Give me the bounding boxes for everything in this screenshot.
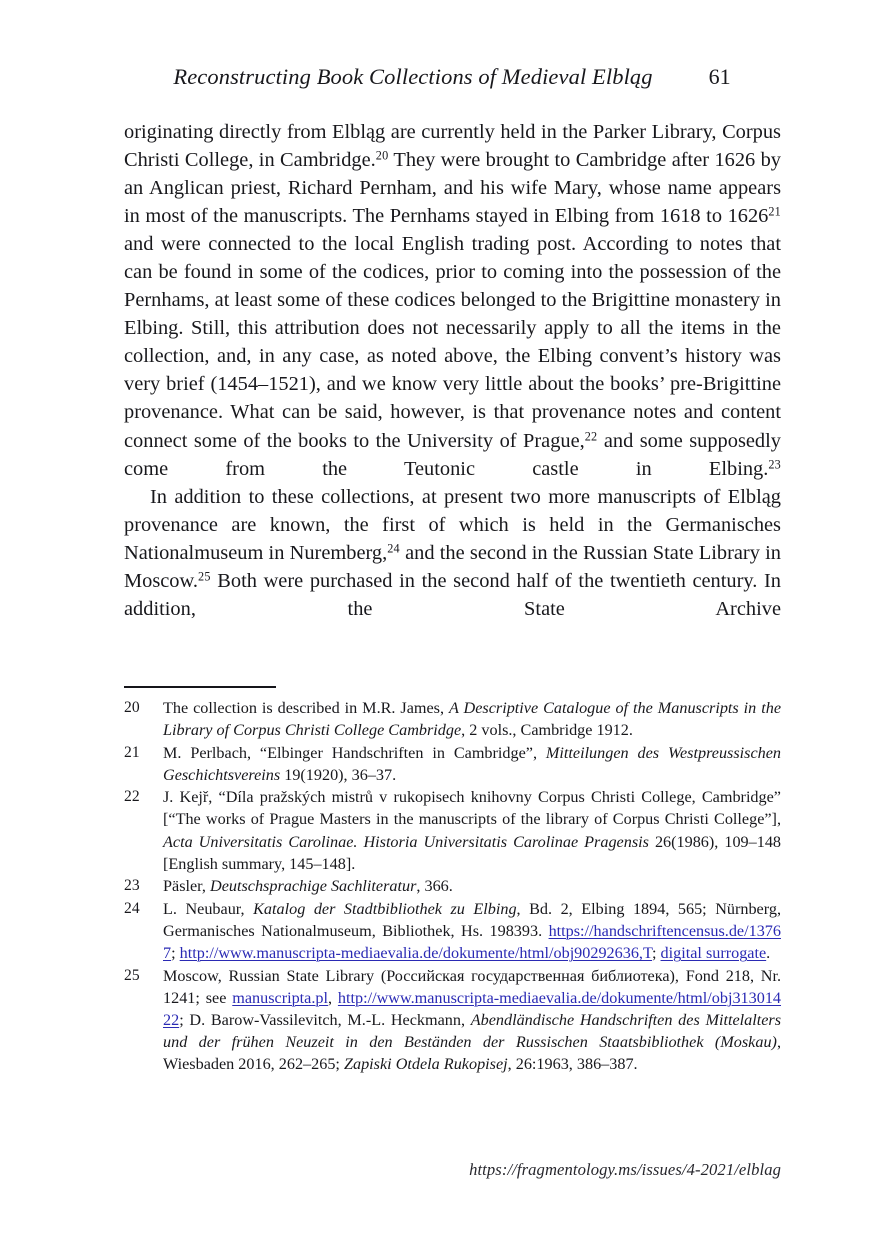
footnote-ref-25[interactable]: 25 [198,569,211,584]
footnote-text-run: ; [171,944,180,963]
footnote-text-run: , Wiesbaden 2016, 262–265; [163,1032,781,1073]
footnote-number: 25 [124,966,140,984]
par2-segment-3: Both were purchased in the second half of the twentieth century. In addition, the State Archive [124,569,781,620]
footnote-text-run: , 2 vols., Cambridge 1912. [461,721,633,740]
par1-segment-4: and some supposedly come from the Teutonic castle in Elbing. [124,429,781,480]
footnote-text [163,697,781,741]
footnote-ref-23[interactable]: 23 [768,457,781,472]
footnote-number: 24 [124,899,140,917]
footnote-ref-24[interactable]: 24 [387,541,400,556]
footnote-text-run: , Bd. 2, Elbing 1894, 565; Nürnberg, Germanisches Nationalmuseum, Bibliothek, Hs. 198393. [163,899,781,940]
footnote-text-run: , 366. [416,877,453,896]
footnote-text-run: , 26:1963, 386–387. [507,1055,638,1073]
footnote-text-run: L. Neubaur, [163,899,254,918]
footnote-title-italic: Acta Universitatis Carolinae. Historia Universitatis Carolinae Pragensis [163,832,649,851]
footnote-link[interactable]: digital surrogate [660,944,767,963]
page-number: 61 [708,64,731,89]
footnote-title-italic: Deutschsprachige Sachliteratur [210,877,417,896]
footer-url[interactable]: https://fragmentology.ms/issues/4-2021/elblag [469,1160,781,1179]
footnote-text-run: M. Perlbach, “Elbinger Handschriften in Cambridge”, [163,743,546,762]
footnote-number: 21 [124,743,140,761]
footnote-entry [124,965,781,1075]
footnotes-block [124,697,781,1076]
running-header-title: Reconstructing Book Collections of Medieval Elbląg [173,64,653,89]
footnote-text-run: Moscow, Russian State Library (Российская государственная библиотека), Fond 218, Nr. 1241; see [163,966,781,1007]
footnote-entry [124,875,781,897]
footnote-text-run: . [766,944,771,963]
footnote-text-run: The collection is described in M.R. James, [163,699,449,717]
footnote-entry [124,697,781,741]
footnote-title-italic: Zapiski Otdela Rukopisej [343,1055,508,1073]
footnote-link[interactable]: https://handschriftencensus.de/13767 [163,921,781,963]
footnote-ref-20[interactable]: 20 [375,148,389,163]
footnote-text-run: 19(1920), 36–37. [280,765,397,784]
footnote-text [163,875,781,897]
footnote-ref-22[interactable]: 22 [584,429,598,444]
footnote-text-run: , [328,988,338,1007]
footnote-entry [124,742,781,786]
footnote-entry [124,786,781,874]
footnote-number: 23 [124,877,140,895]
body-paragraph-2 [124,483,781,623]
footnote-title-italic: A Descriptive Catalogue of the Manuscripts in the Library of Corpus Christi College Cambridge [163,699,781,740]
body-text-block [124,118,781,623]
body-paragraph-1 [124,118,781,483]
footnote-number: 22 [124,788,140,806]
footnote-link[interactable]: http://www.manuscripta-mediaevalia.de/dokumente/html/obj90292636,T [179,944,652,963]
footnote-entry [124,898,781,964]
par1-segment-2: They were brought to Cambridge after 1626 by an Anglican priest, Richard Pernham, and his wife Mary, whose name appears in most of the manuscripts. The Pernhams stayed in Elbing from 1618 to 1626 [124,149,781,228]
par1-segment-1: originating directly from Elbląg are currently held in the Parker Library, Corpus Christi College, in Cambridge. [124,121,781,172]
footnote-text [163,742,781,786]
par2-segment-1: In addition to these collections, at present two more manuscripts of Elbląg provenance are known, the first of which is held in the Germanisches Nationalmuseum in Nuremberg, [124,485,781,564]
footnote-separator-rule [124,686,276,688]
footnote-text-run: Päsler, [163,877,211,896]
footnote-text-run: 26(1986), 109–148 [English summary, 145–148]. [163,832,782,873]
par1-segment-3: and were connected to the local English trading post. According to notes that can be found in some of the codices, prior to coming into the possession of the Pernhams, at least some of these codices belonged to the Brigittine monastery in Elbing. Still, this attribution does not necessarily apply to all the items in the collection, and, in any case, as noted above, the Elbing convent’s history was very brief (1454–1521), and we know very little about the books’ pre-Brigittine provenance. What can be said, however, is that provenance notes and content connect some of the books to the University of Prague, [124,233,781,452]
running-header [124,64,780,96]
footnote-text [163,898,781,964]
footnote-text-run: ; D. Barow-Vassilevitch, M.-L. Heckmann, [179,1010,471,1029]
footnote-text [163,965,781,1075]
footnote-text [163,786,781,874]
footnote-title-italic: Abendländische Handschriften des Mittelalters und der frühen Neuzeit in den Beständen der Russischen Staatsbibliothek (Moskau) [163,1010,781,1051]
footnote-text-run: J. Kejř, “Díla pražských mistrů v rukopisech knihovny Corpus Christi College, Cambridge” [“The works of Prague Masters in the manuscripts of the library of Corpus Christi College”], [163,788,781,829]
par2-segment-2: and the second in the Russian State Library in Moscow. [124,541,782,592]
footnote-title-italic: Katalog der Stadtbibliothek zu Elbing [253,899,517,918]
page-footer [124,1160,781,1180]
footnote-number: 20 [124,699,140,716]
footnote-title-italic: Mitteilungen des Westpreussischen Geschichtsvereins [163,743,782,784]
footnote-ref-21[interactable]: 21 [768,204,781,219]
footnote-link[interactable]: http://www.manuscripta-mediaevalia.de/dokumente/html/obj31301422 [163,988,782,1029]
footnote-text-run: ; [651,944,661,963]
footnote-link[interactable]: manuscripta.pl [232,988,328,1007]
